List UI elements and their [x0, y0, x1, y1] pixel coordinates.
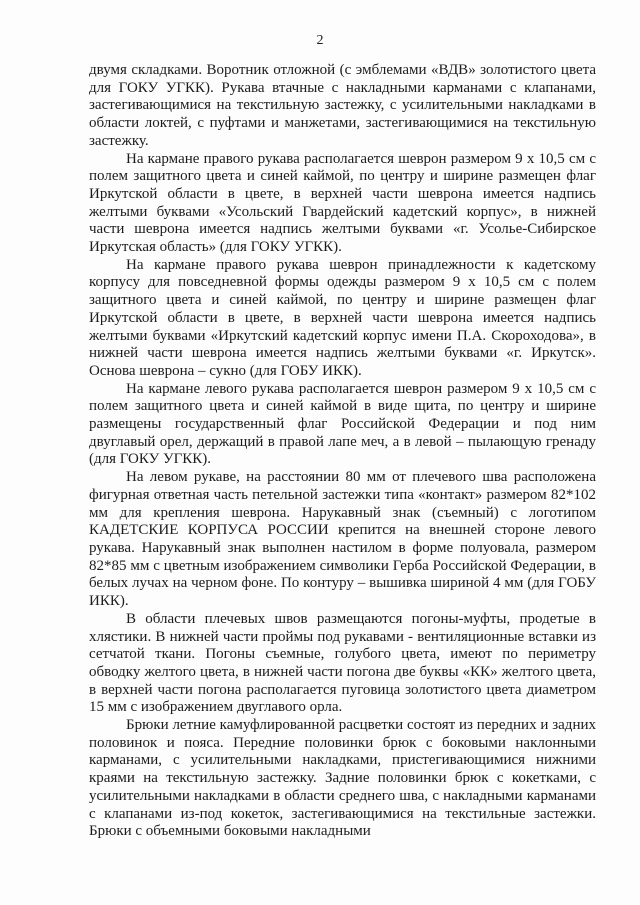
paragraph: двумя складками. Воротник отложной (с эмблемами «ВДВ» золотистого цвета для ГОКУ УГКК). Рукава втачные с накладными карманами с клапанами, застегивающимися на текстильную застежку, с усилительными накладками в области локтей, с пуфтами и манжетами, застегивающимися на текстильную застежку. [89, 62, 596, 149]
paragraph: В области плечевых швов размещаются погоны-муфты, продетые в хлястики. В нижней части проймы под рукавами - вентиляционные вставки из сетчатой ткани. Погоны съемные, голубого цвета, имеют по периметру обводку желтого цвета, в нижней части погона две буквы «КК» желтого цвета, в верхней части погона располагается пуговица золотистого цвета диаметром 15 мм с изображением двуглавого орла. [89, 610, 596, 716]
body-text [89, 62, 596, 841]
page-number: 2 [316, 33, 324, 48]
paragraph: На кармане правого рукава шеврон принадлежности к кадетскому корпусу для повседневной формы одежды размером 9 х 10,5 см с полем защитного цвета и синей каймой, по центру и ширине размещен флаг Иркутской области в цвете, в верхней части шеврона имеется надпись желтыми буквами «Иркутский кадетский корпус имени П.А. Скороходова», в нижней части шеврона имеется надпись желтыми буквами «г. Иркутск». Основа шеврона – сукно (для ГОБУ ИКК). [89, 256, 596, 379]
paragraph: На кармане левого рукава располагается шеврон размером 9 х 10,5 см с полем защитного цвета и синей каймой в виде щита, по центру и ширине размещены государственный флаг Российской Федерации и под ним двуглавый орел, держащий в правой лапе меч, а в левой – пылающую гренаду (для ГОКУ УГКК). [89, 380, 596, 468]
paragraph: На левом рукаве, на расстоянии 80 мм от плечевого шва расположена фигурная ответная часть петельной застежки типа «контакт» размером 82*102 мм для крепления шеврона. Нарукавный знак (съемный) с логотипом КАДЕТСКИЕ КОРПУСА РОССИИ крепится на внешней стороне левого рукава. Нарукавный знак выполнен настилом в форме полуовала, размером 82*85 мм с цветным изображением символики Герба Российской Федерации, в белых лучах на черном фоне. По контуру – вышивка шириной 4 мм (для ГОБУ ИКК). [89, 469, 596, 610]
paragraph: Брюки летние камуфлированной расцветки состоят из передних и задних половинок и пояса. Передние половинки брюк с боковыми наклонными карманами, с усилительными накладками, пристегивающимися нижними краями на текстильную застежку. Задние половинки брюк с кокетками, с усилительными накладками в области среднего шва, с накладными карманами с клапанами из-под кокеток, застегивающимися на текстильные застежки. Брюки с объемными боковыми накладными [89, 717, 596, 840]
paragraph: На кармане правого рукава располагается шеврон размером 9 х 10,5 см с полем защитного цвета и синей каймой, по центру и ширине размещен флаг Иркутской области в цвете, в верхней части шеврона имеется надпись желтыми буквами «Усольский Гвардейский кадетский корпус», в нижней части шеврона имеется надпись желтыми буквами «г. Усолье-Сибирское Иркутская область» (для ГОКУ УГКК). [89, 150, 596, 256]
